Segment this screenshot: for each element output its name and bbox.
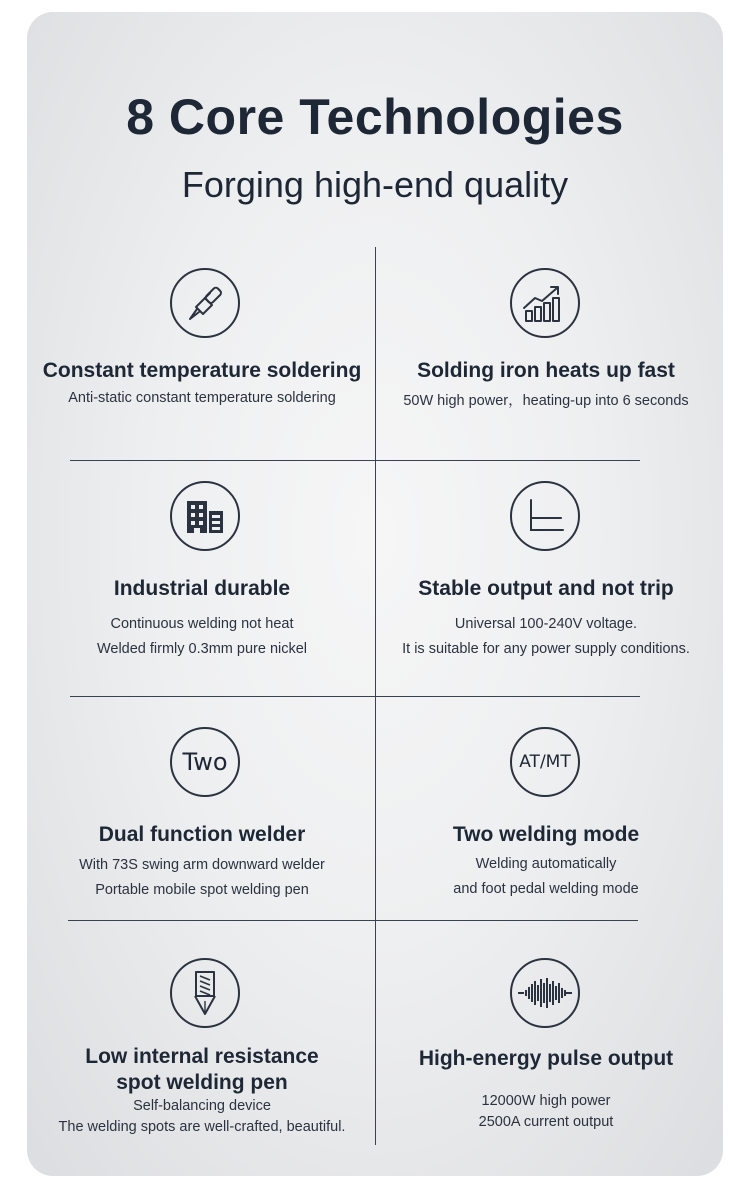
feature-description <box>32 853 372 903</box>
feature-description-line: Welding automatically <box>475 856 617 872</box>
feature-constant-temperature <box>32 268 372 448</box>
grid-divider-row-3 <box>68 920 638 921</box>
building-icon <box>170 481 240 551</box>
feature-low-resistance-pen <box>32 958 372 1148</box>
feature-title: Stable output and not trip <box>418 577 674 600</box>
feature-description-line: Continuous welding not heat <box>110 616 294 632</box>
feature-two-welding-mode <box>376 727 716 907</box>
feature-title: Solding iron heats up fast <box>417 359 675 382</box>
feature-dual-function <box>32 727 372 907</box>
feature-description-line: 2500A current output <box>478 1114 614 1130</box>
page-subtitle: Forging high-end quality <box>181 164 569 205</box>
icon-label: Two <box>182 748 228 776</box>
rising-chart-icon <box>510 268 580 338</box>
feature-description <box>32 1096 372 1138</box>
feature-title-line: Low internal resistance <box>85 1045 319 1068</box>
feature-description-line: 12000W high power <box>481 1093 611 1109</box>
feature-description-line: The welding spots are well-crafted, beautiful. <box>58 1119 346 1135</box>
feature-heats-up-fast <box>376 268 716 448</box>
grid-divider-row-2 <box>70 696 640 697</box>
feature-description-line: 50W high power，heating-up into 6 seconds <box>403 393 689 409</box>
feature-description <box>376 852 716 902</box>
feature-description-line: Portable mobile spot welding pen <box>95 882 309 898</box>
feature-description <box>376 1091 716 1133</box>
feature-description <box>32 612 372 662</box>
welding-pen-tip-icon <box>170 958 240 1028</box>
two-text-icon <box>170 727 240 797</box>
feature-title <box>32 1044 372 1096</box>
feature-title: Two welding mode <box>452 823 640 846</box>
grid-divider-row-1 <box>70 460 640 461</box>
feature-description-line: Universal 100-240V voltage. <box>454 616 638 632</box>
feature-description <box>32 386 372 411</box>
icon-label: AT/MT <box>519 752 571 772</box>
feature-title: Dual function welder <box>98 823 306 846</box>
soldering-iron-icon <box>170 268 240 338</box>
page-title: 8 Core Technologies <box>126 89 624 145</box>
pulse-waveform-icon <box>510 958 580 1028</box>
flat-output-graph-icon <box>510 481 580 551</box>
feature-title-line: spot welding pen <box>116 1071 288 1094</box>
feature-description-line: Welded firmly 0.3mm pure nickel <box>96 641 308 657</box>
feature-description-line: Self-balancing device <box>133 1098 271 1114</box>
feature-description-line: It is suitable for any power supply conditions. <box>402 641 690 657</box>
feature-description-line: Anti-static constant temperature soldering <box>68 390 336 406</box>
feature-industrial-durable <box>32 481 372 681</box>
feature-title: High-energy pulse output <box>418 1047 674 1070</box>
feature-title: Industrial durable <box>113 577 291 600</box>
feature-description <box>376 389 716 414</box>
feature-description-line: With 73S swing arm downward welder <box>79 857 325 873</box>
feature-description-line: and foot pedal welding mode <box>453 881 639 897</box>
at-mt-text-icon <box>510 727 580 797</box>
feature-stable-output <box>376 481 716 681</box>
feature-title: Constant temperature soldering <box>42 359 362 382</box>
feature-high-energy-pulse <box>376 958 716 1148</box>
feature-description <box>376 612 716 662</box>
